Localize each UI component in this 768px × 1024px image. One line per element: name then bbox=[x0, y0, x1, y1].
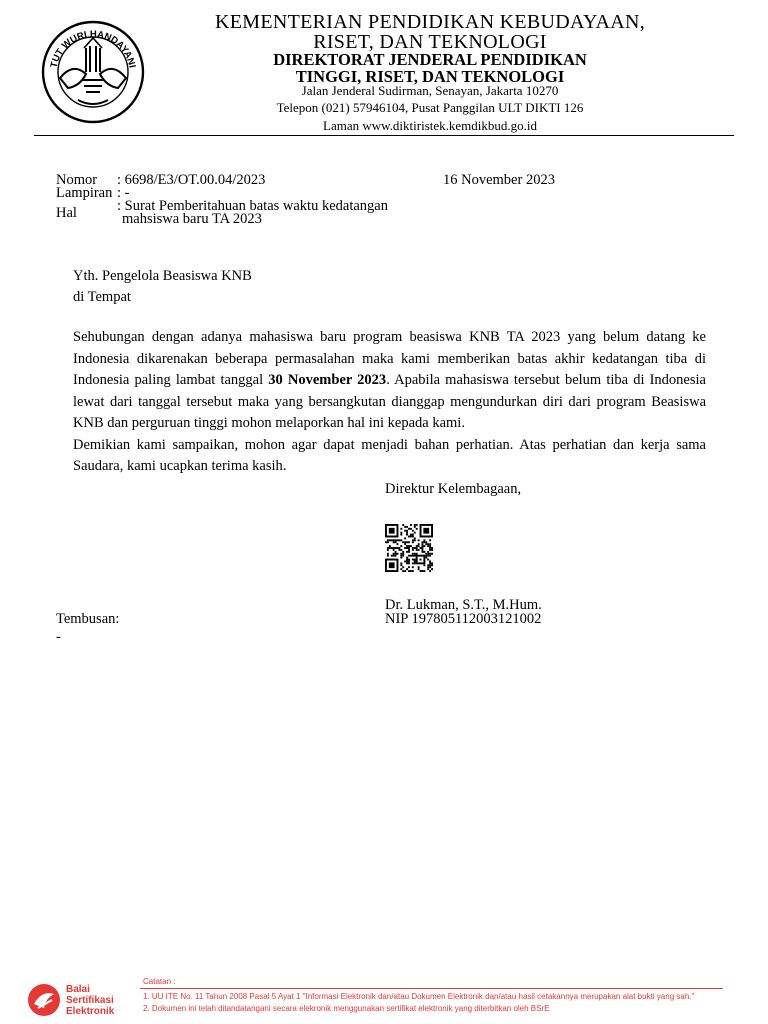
website: Laman www.diktiristek.kemdikbud.go.id bbox=[323, 118, 537, 133]
footer-note-1: 1. UU ITE No. 11 Tahun 2008 Pasal 5 Ayat 1 "Informasi Elektronik dan/atau Dokumen Elektronik dan/atau hasil cetakannya merupakan alat bukti yang sah." bbox=[143, 992, 695, 1001]
bsre-logo-text bbox=[66, 984, 114, 1017]
tut-wuri-handayani-logo bbox=[38, 16, 148, 124]
signer-nip: NIP 197805112003121002 bbox=[385, 611, 542, 627]
footer-note-2: 2. Dokumen ini telah ditandatangani secara elekronik menggunakan sertifikat elektronik yang diterbitkan oleh BSrE bbox=[143, 1004, 550, 1013]
nomor-value: : 6698/E3/OT.00.04/2023 bbox=[117, 172, 266, 188]
signer-title: Direktur Kelembagaan, bbox=[385, 481, 522, 497]
deadline-date: 30 November 2023 bbox=[268, 372, 387, 388]
phone: Telepon (021) 57946104, Pusat Panggilan ULT DIKTI 126 bbox=[276, 100, 584, 115]
footer-divider bbox=[140, 988, 723, 989]
recipient-place: di Tempat bbox=[73, 289, 131, 305]
ministry-name-line2: RISET, DAN TEKNOLOGI bbox=[313, 31, 547, 53]
letter-body bbox=[73, 327, 706, 478]
hal-label: Hal bbox=[56, 205, 77, 221]
bsre-line3: Elektronik bbox=[66, 1006, 115, 1017]
directorate-name-line1: DIREKTORAT JENDERAL PENDIDIKAN bbox=[273, 50, 587, 69]
nomor-label: Nomor bbox=[56, 172, 98, 188]
logo-motto: TUT WURI HANDAYANI bbox=[48, 28, 138, 69]
signature-qr-code bbox=[385, 524, 433, 572]
bsre-line2: Sertifikasi bbox=[66, 995, 114, 1006]
recipient: Yth. Pengelola Beasiswa KNB bbox=[73, 268, 252, 284]
body-paragraph-1-part-b: . Apabila mahasiswa tersebut belum tiba di Indonesia lewat dari tanggal tersebut maka yang bersangkutan dianggap mengundurkan diri dari program Beasiswa KNB dan perguruan tinggi mohon melaporkan hal ini kepada kami. bbox=[73, 372, 706, 431]
ministry-name-line1: KEMENTERIAN PENDIDIKAN KEBUDAYAAN, bbox=[215, 11, 645, 33]
body-paragraph-1 bbox=[73, 327, 706, 435]
body-paragraph-1-part-a: Sehubungan dengan adanya mahasiswa baru program beasiswa KNB TA 2023 yang belum datang ke Indonesia dikarenakan beberapa permasalahan maka kami memberikan batas akhir kedatangan tiba di Indonesia paling lambat tanggal bbox=[73, 329, 706, 388]
bsre-logo-icon bbox=[24, 980, 64, 1020]
hal-value-line2: mahsiswa baru TA 2023 bbox=[122, 211, 262, 227]
catatan-title: Catatan : bbox=[143, 977, 176, 986]
address: Jalan Jenderal Sudirman, Senayan, Jakarta 10270 bbox=[301, 83, 559, 98]
bsre-line1: Balai bbox=[66, 984, 90, 995]
hal-value bbox=[117, 200, 388, 226]
directorate-name-line2: TINGGI, RISET, DAN TEKNOLOGI bbox=[295, 67, 565, 86]
letterhead-divider bbox=[34, 135, 734, 136]
tembusan-value: - bbox=[56, 629, 61, 645]
body-paragraph-2: Demikian kami sampaikan, mohon agar dapat menjadi bahan perhatian. Atas perhatian dan kerja sama Saudara, kami ucapkan terima kasih. bbox=[73, 436, 706, 474]
hal-value-line1: : Surat Pemberitahuan batas waktu kedatangan bbox=[117, 198, 388, 214]
lampiran-value: : - bbox=[117, 185, 130, 201]
svg-text:TUT WURI HANDAYANI bbox=[49, 29, 138, 69]
tembusan-label: Tembusan: bbox=[56, 611, 120, 627]
lampiran-label: Lampiran bbox=[56, 185, 113, 201]
signer-name: Dr. Lukman, S.T., M.Hum. bbox=[385, 597, 542, 613]
letter-date: 16 November 2023 bbox=[443, 172, 555, 188]
